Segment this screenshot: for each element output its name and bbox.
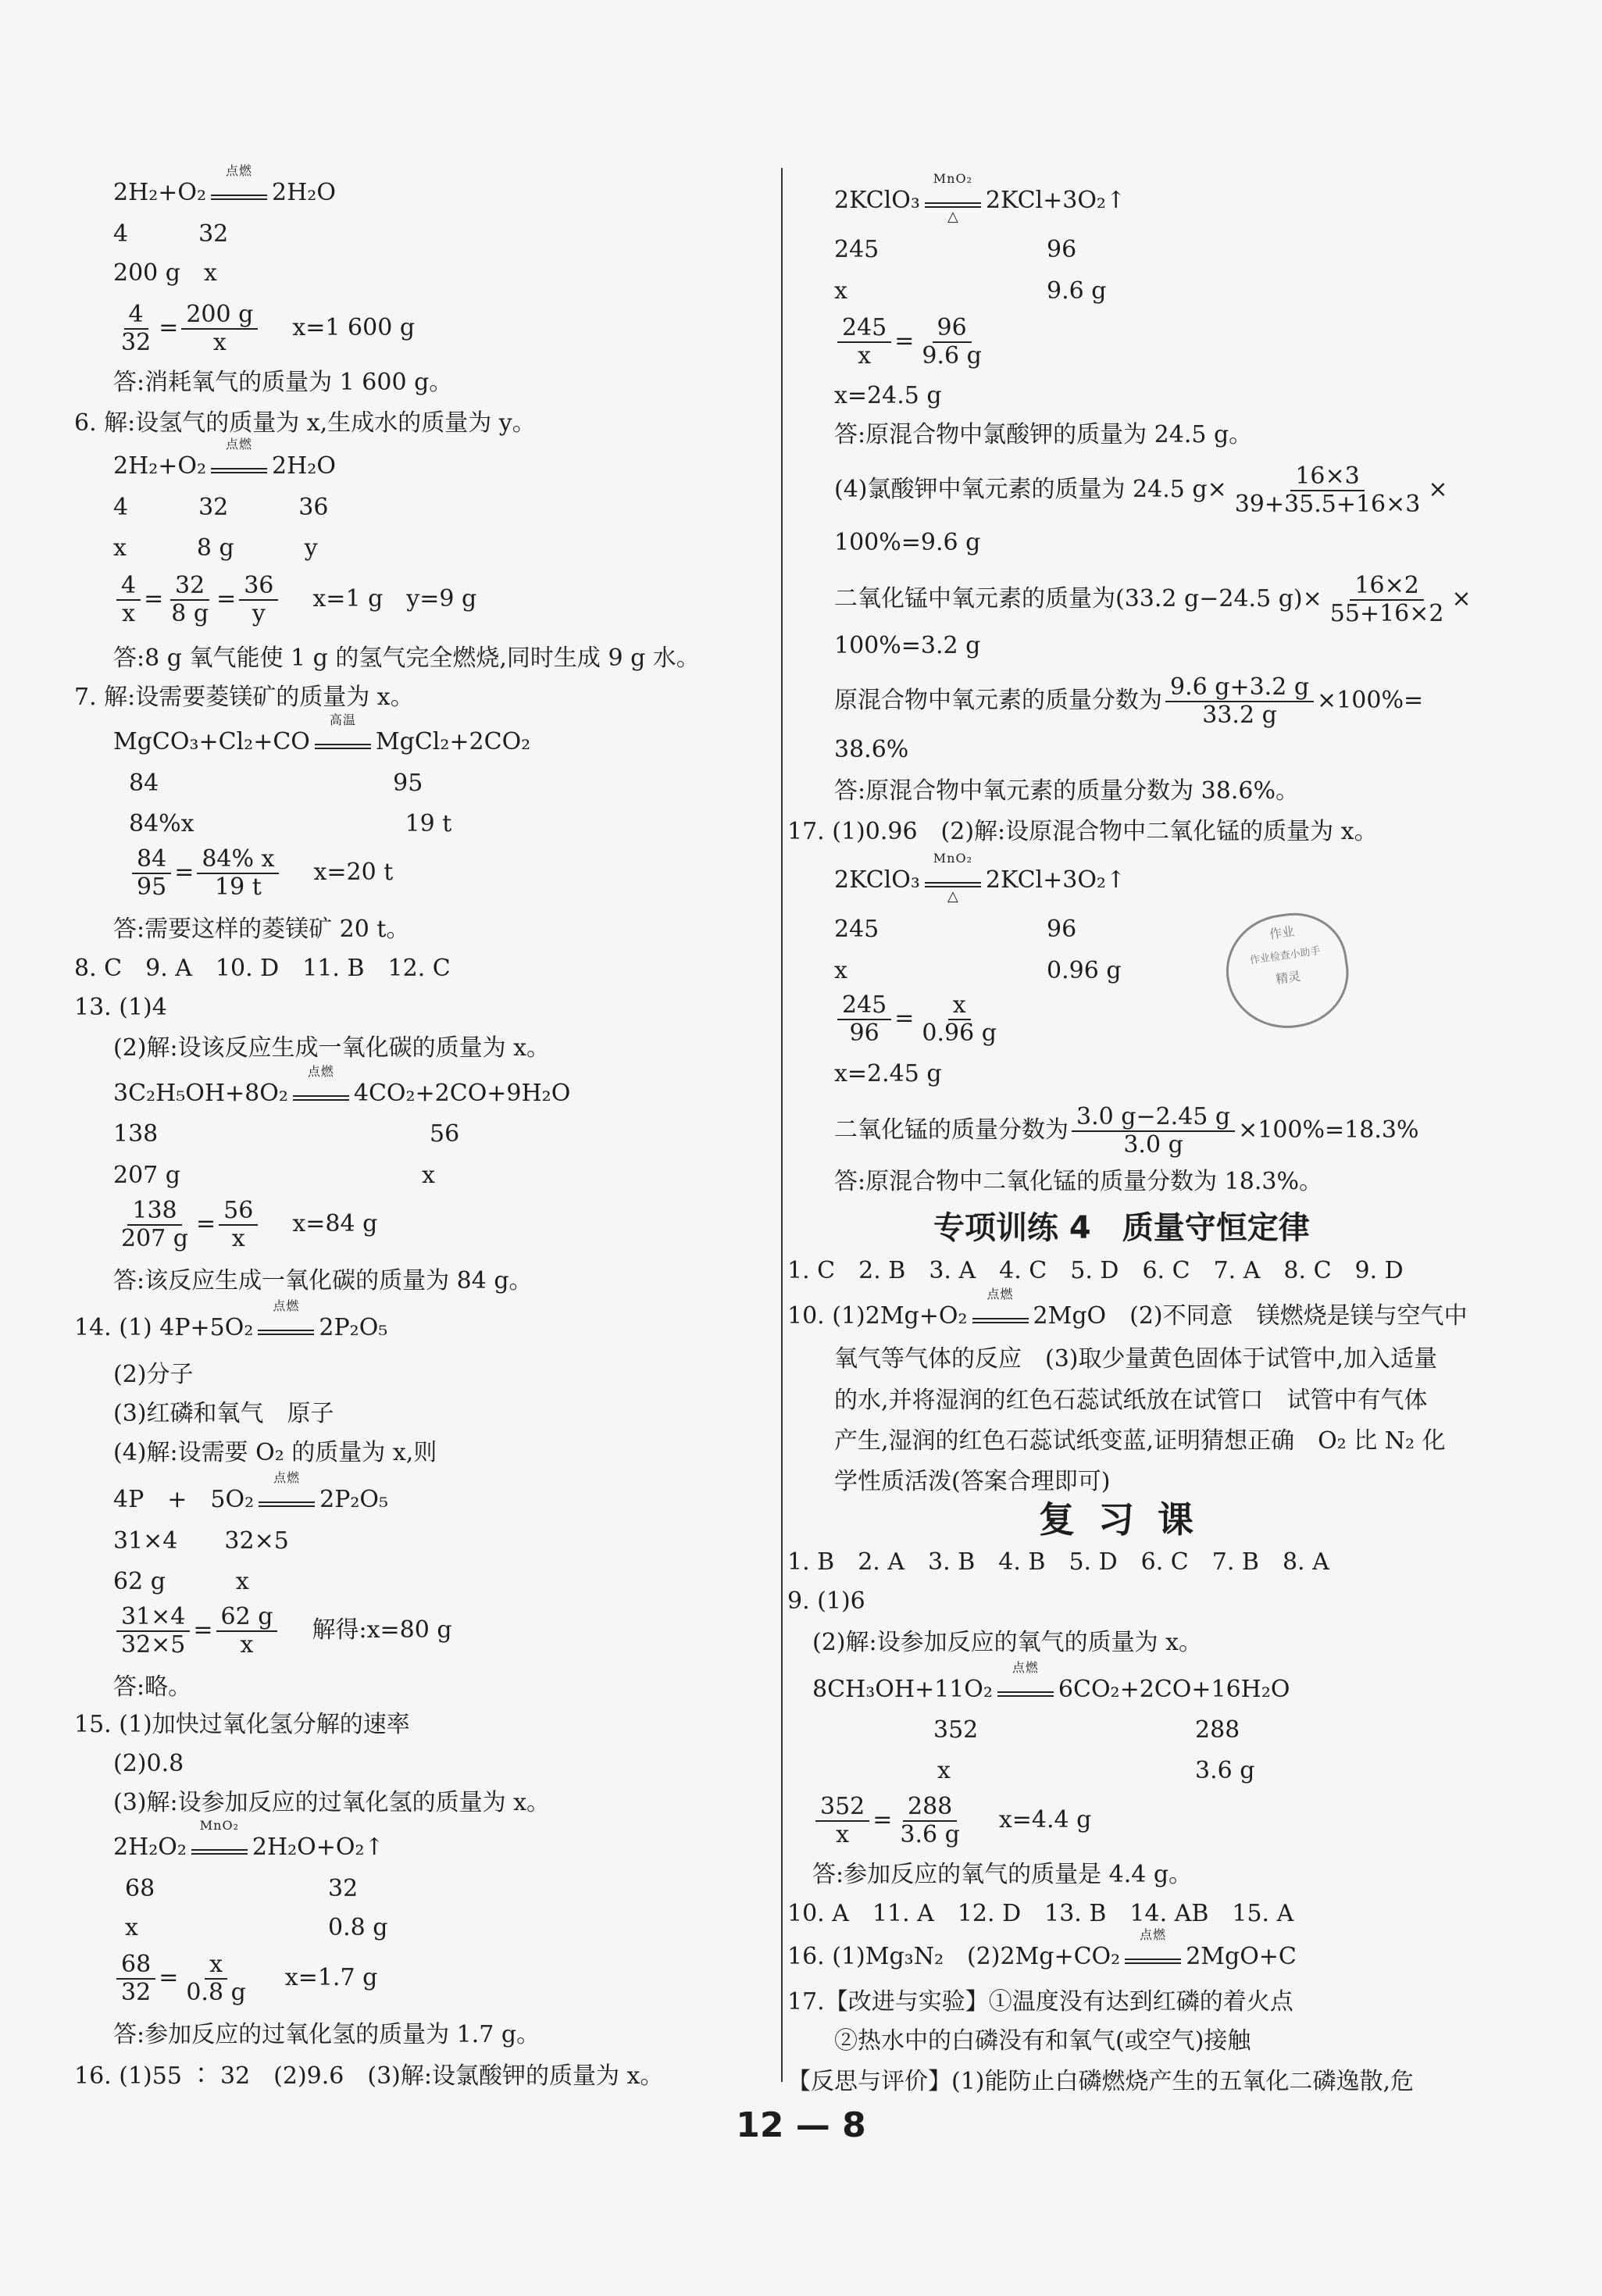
equation: 16. (1)Mg₃N₂ (2)2Mg+CO₂ 点燃 2MgO+C [787,1927,1297,1970]
answer-line: 的水,并将湿润的红色石蕊试纸放在试管口 试管中有气体 [834,1387,1428,1414]
equation: 2H₂O₂ MnO₂ 2H₂O+O₂↑ [113,1818,384,1861]
ratio-value: 68 [125,1875,155,1902]
question-line: 13. (1)4 [74,994,167,1021]
answer-line: 10. (1)2Mg+O₂ 点燃 2MgO (2)不同意 镁燃烧是镁与空气中 [787,1287,1468,1330]
answer-line: (3)红磷和氧气 原子 [113,1400,334,1427]
equation: 3C₂H₅OH+8O₂ 点燃 4CO₂+2CO+9H₂O [113,1064,571,1107]
column-divider [781,168,783,2082]
proportion: $\frac{31\times 4}{32\times 5}$ = $\frac{62 g}{x}$ 解得:x=80 g [113,1605,452,1657]
section-title: 专项训练 4 质量守恒定律 [933,1210,1310,1246]
calc-line: 100%=3.2 g [834,632,981,659]
question-line: 7. 解:设需要菱镁矿的质量为 x。 [74,684,414,711]
ratio-value: x [422,1162,435,1189]
ratio-value: 32 [328,1875,359,1902]
answer-line: 答:消耗氧气的质量为 1 600 g。 [113,369,453,396]
ratio-line: 31×4 32×5 [113,1527,289,1555]
choice-answers: 10. A 11. A 12. D 13. B 14. AB 15. A [787,1900,1294,1927]
equation: MgCO₃+Cl₂+CO 高温 MgCl₂+2CO₂ [113,712,531,755]
choice-answers: 1. C 2. B 3. A 4. C 5. D 6. C 7. A 8. C 9. D [787,1257,1404,1284]
ratio-value: x [834,957,847,984]
equation: 2KClO₃ MnO₂ △ 2KCl+3O₂↑ [834,851,1126,905]
proportion: $\frac{138}{207 g}$ = $\frac{56}{x}$ x=84 g [121,1197,378,1252]
proportion: $\frac{68}{32}$ = $\frac{x}{0.8 g}$ x=1.7 g [113,1953,377,2005]
ratio-line: 62 g x [113,1568,249,1595]
ratio-value: 245 [834,236,879,263]
proportion: $\frac{352}{x}$ = $\frac{288}{3.6 g}$ x=4.4 g [812,1795,1091,1847]
calc-line: 38.6% [834,736,909,763]
ratio-value: 0.96 g [1047,957,1122,984]
section-title: 复习课 [1039,1498,1217,1541]
answer-line: ②热水中的白磷没有和氧气(或空气)接触 [834,2027,1251,2055]
answer-line: 答:8 g 氧气能使 1 g 的氢气完全燃烧,同时生成 9 g 水。 [113,645,700,672]
question-line: 9. (1)6 [787,1587,865,1615]
ratio-value: 207 g [113,1162,181,1189]
question-line: 15. (1)加快过氧化氢分解的速率 [74,1711,410,1738]
choice-answers: 1. B 2. A 3. B 4. B 5. D 6. C 7. B 8. A [787,1548,1329,1576]
ratio-line: 200 g x [113,259,217,287]
answer-line: 答:原混合物中氯酸钾的质量为 24.5 g。 [834,421,1253,448]
ratio-value: 56 [430,1120,460,1148]
answer-line: 17.【改进与实验】①温度没有达到红磷的着火点 [787,1988,1293,2016]
ratio-value: x [834,277,847,305]
ratio-value: x [937,1757,951,1784]
ratio-line: 4 32 36 [113,494,329,521]
answer-line: 氧气等气体的反应 (3)取少量黄色固体于试管中,加入适量 [834,1345,1438,1373]
ratio-value: 96 [1047,916,1077,943]
answer-line: 答:略。 [113,1673,192,1701]
answer-line: 答:需要这样的菱镁矿 20 t。 [113,916,410,943]
proportion: $\frac{245}{x}$ = $\frac{96}{9.6 g}$ [834,316,990,368]
ratio-value: 3.6 g [1195,1757,1255,1784]
ratio-line: 4 32 [113,220,229,248]
choice-answers: 8. C 9. A 10. D 11. B 12. C [74,955,451,982]
homework-stamp: 作业 作业检查小助手 精灵 [1219,906,1356,1036]
equation: 4P + 5O₂ 点燃 2P₂O₅ [113,1470,389,1513]
answer-line: 答:参加反应的氧气的质量是 4.4 g。 [812,1861,1193,1888]
proportion: $\frac{4}{x}$ = $\frac{32}{8 g}$ = $\frac{36}{y}$ x=1 g y=9 g [113,574,476,626]
proportion: $\frac{84}{95}$ = $\frac{84\% x}{19 t}$ x=20 t [129,848,393,899]
answer-line: 答:原混合物中氧元素的质量分数为 38.6%。 [834,777,1299,805]
result-line: x=24.5 g [834,382,942,409]
equation: 2H₂+O₂ 点燃 2H₂O [113,163,336,206]
result-line: x=2.45 g [834,1060,942,1087]
answer-line: 学性质活泼(答案合理即可) [834,1468,1111,1495]
calc-line: 原混合物中氧元素的质量分数为 $\frac{9.6 g+3.2 g}{33.2 g}$ ×100%= [834,673,1424,729]
proportion: $\frac{4}{32}$ = $\frac{200 g}{x}$ x=1 600 g [121,301,416,356]
answer-line: (2)分子 [113,1361,194,1388]
ratio-value: 138 [113,1120,159,1148]
ratio-value: 9.6 g [1047,277,1107,305]
question-line: (2)解:设该反应生成一氧化碳的质量为 x。 [113,1034,551,1062]
page-number: 12 — 8 [736,2105,866,2145]
ratio-line: 84%x 19 t [129,810,452,837]
answer-line: 产生,湿润的红色石蕊试纸变蓝,证明猜想正确 O₂ 比 N₂ 化 [834,1427,1446,1455]
equation: 2KClO₃ MnO₂ △ 2KCl+3O₂↑ [834,171,1126,225]
question-line: 6. 解:设氢气的质量为 x,生成水的质量为 y。 [74,409,536,437]
answer-line: 答:参加反应的过氧化氢的质量为 1.7 g。 [113,2021,541,2048]
ratio-value: x [125,1914,138,1941]
calc-line: 二氧化锰中氧元素的质量为(33.2 g−24.5 g)× $\frac{16\times 2}{55+16\times 2}$ × [834,572,1472,627]
calc-line: 100%=9.6 g [834,529,981,556]
ratio-value: 245 [834,916,879,943]
equation: 8CH₃OH+11O₂ 点燃 6CO₂+2CO+16H₂O [812,1660,1290,1703]
ratio-line: 84 95 [129,769,423,797]
question-line: (3)解:设参加反应的过氧化氢的质量为 x。 [113,1789,551,1816]
ratio-value: 288 [1195,1716,1240,1744]
ratio-value: 352 [933,1716,979,1744]
question-line: (2)解:设参加反应的氧气的质量为 x。 [812,1629,1203,1656]
ratio-value: 96 [1047,236,1077,263]
equation: 14. (1) 4P+5O₂ 点燃 2P₂O₅ [74,1298,388,1341]
answer-line: (2)0.8 [113,1750,184,1777]
answer-line: 答:原混合物中二氧化锰的质量分数为 18.3%。 [834,1168,1322,1195]
question-line: (4)解:设需要 O₂ 的质量为 x,则 [113,1439,437,1466]
question-line: 17. (1)0.96 (2)解:设原混合物中二氧化锰的质量为 x。 [787,818,1378,845]
ratio-line: x 8 g y [113,534,318,562]
answer-line: 答:该反应生成一氧化碳的质量为 84 g。 [113,1267,533,1294]
calc-line: 二氧化锰的质量分数为 $\frac{3.0 g-2.45 g}{3.0 g}$ ×100%=18.3% [834,1103,1419,1159]
proportion: $\frac{245}{96}$ = $\frac{x}{0.96 g}$ [834,994,1004,1045]
calc-line: (4)氯酸钾中氧元素的质量为 24.5 g× $\frac{16\times 3}{39+35.5+16\times 3}$ × [834,462,1448,518]
ratio-value: 0.8 g [328,1914,388,1941]
answer-line: 【反思与评价】(1)能防止白磷燃烧产生的五氧化二磷逸散,危 [787,2068,1415,2095]
equation: 2H₂+O₂ 点燃 2H₂O [113,437,336,480]
question-line: 16. (1)55 ∶ 32 (2)9.6 (3)解:设氯酸钾的质量为 x。 [74,2062,664,2090]
